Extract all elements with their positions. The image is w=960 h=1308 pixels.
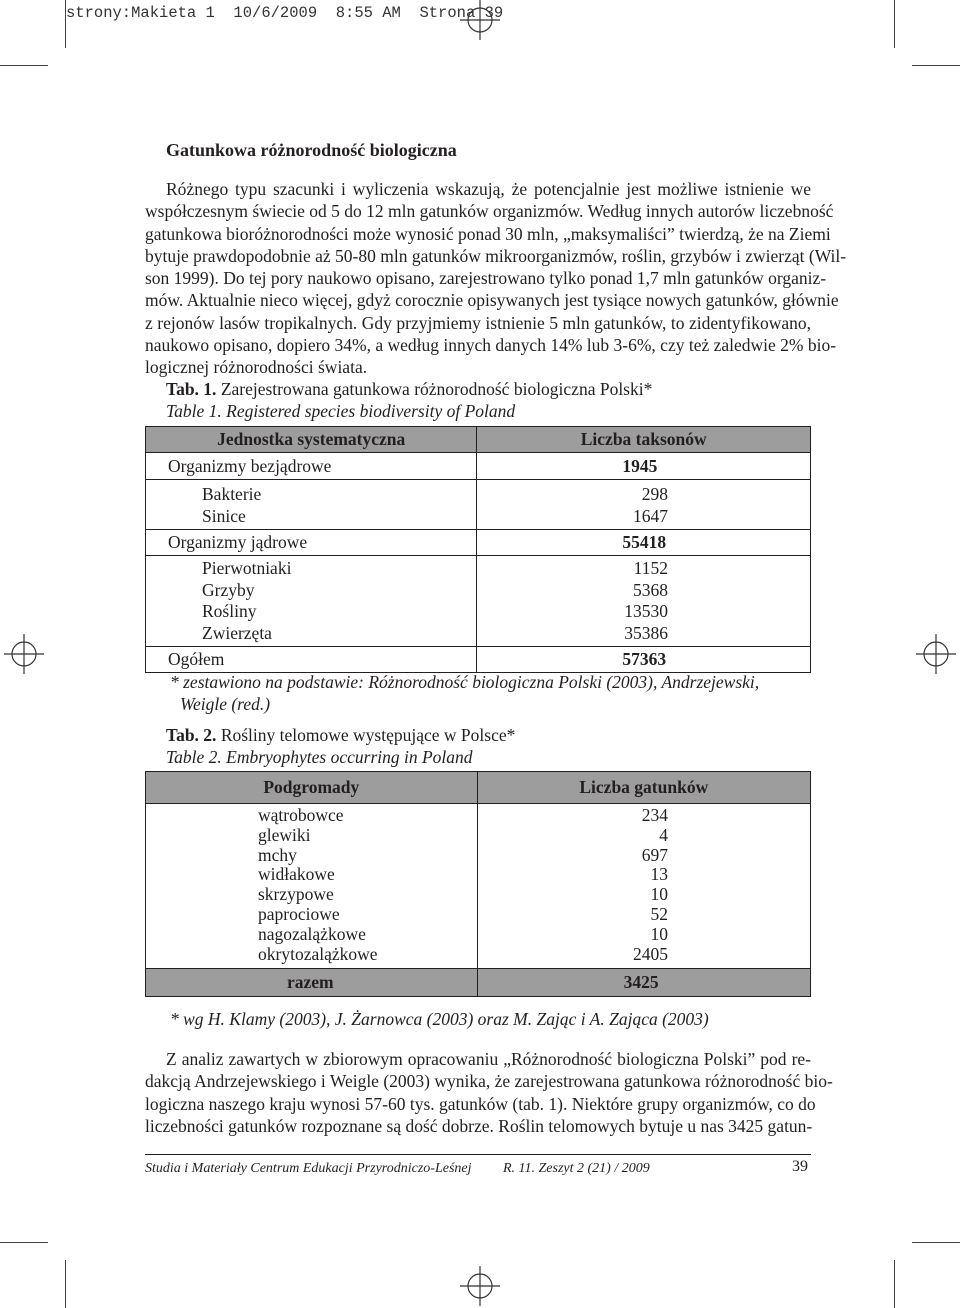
table1	[145, 426, 811, 673]
table2-caption	[166, 724, 515, 746]
section-title: Gatunkowa różnorodność biologiczna	[166, 140, 457, 160]
crop-mark-bottom-right	[894, 1260, 895, 1308]
group-value-cell: 55418	[477, 530, 811, 556]
item-name-cell: glewiki	[258, 824, 311, 845]
item-value-cell: 13	[650, 864, 668, 885]
item-value-cell: 1152	[633, 558, 668, 578]
total-value-cell: 3425	[477, 969, 810, 997]
registration-mark-left-icon	[4, 634, 44, 674]
table-row	[146, 556, 811, 647]
footnote-line: * zestawiono na podstawie: Różnorodność biologiczna Polski (2003), Andrzejewski,	[170, 672, 760, 692]
group-name-cell: Organizmy bezjądrowe	[146, 453, 477, 480]
item-value-cell: 1647	[633, 505, 668, 526]
item-name-cell: nagozalążkowe	[258, 923, 366, 944]
item-value-cell: 10	[650, 884, 668, 905]
print-slug: strony:Makieta 1 10/6/2009 8:55 AM Strona 39	[66, 4, 504, 22]
item-name-cell: Rośliny	[202, 601, 257, 621]
paragraph-line: Z analiz zawartych w zbiorowym opracowaniu „Różnorodność biologiczna Polski” pod re-	[166, 1049, 811, 1069]
paragraph-line: współczesnym świecie od 5 do 12 mln gatunków organizmów. Według innych autorów liczebność	[145, 201, 834, 222]
paragraph-line: logiczna naszego kraju wynosi 57-60 tys. gatunków (tab. 1). Niektóre grupy organizmów, co do	[145, 1093, 816, 1114]
item-value-cell: 10	[650, 923, 668, 944]
crop-mark-top-right	[894, 0, 895, 48]
column-header: Jednostka systematyczna	[146, 427, 477, 453]
table1-caption	[166, 378, 652, 400]
journal-title: Studia i Materiały Centrum Edukacji Przyrodniczo-Leśnej	[145, 1161, 472, 1176]
closing-paragraph	[145, 1048, 833, 1137]
paragraph-line: son 1999). Do tej pory naukowo opisano, zarejestrowano tylko ponad 1,7 mln gatunków organiz-	[145, 268, 827, 289]
crop-mark-right-top	[912, 65, 960, 66]
intro-paragraph	[145, 178, 847, 379]
item-name-cell: okrytozalążkowe	[258, 943, 378, 964]
footer-rule	[145, 1154, 811, 1155]
item-value-cell: 697	[641, 844, 668, 865]
item-name-cell: Sinice	[202, 505, 246, 526]
group-name-cell: Organizmy jądrowe	[146, 530, 477, 556]
item-value-cell: 52	[650, 903, 668, 924]
footnote-line: Weigle (red.)	[180, 694, 271, 714]
table2-footnote: * wg H. Klamy (2003), J. Żarnowca (2003) oraz M. Zając i A. Zająca (2003)	[170, 1009, 709, 1029]
paragraph-line: mów. Aktualnie nieco więcej, gdyż corocznie opisywanych jest tysiące nowych gatunków, głównie	[145, 290, 839, 311]
paragraph-line: logicznej różnorodności świata.	[145, 357, 368, 378]
paragraph-line: gatunkowa bioróżnorodności może wynosić ponad 30 mln, „maksymaliści” twierdzą, że na Ziemi	[145, 223, 831, 244]
table1-caption-prefix: Tab. 1.	[166, 379, 217, 399]
table-row	[146, 804, 811, 969]
table1-caption-english: Table 1. Registered species biodiversity of Poland	[166, 401, 516, 421]
item-value-cell: 13530	[624, 601, 668, 621]
item-value-cell: 35386	[624, 622, 668, 643]
crop-mark-right-bottom	[912, 1242, 960, 1243]
item-name-cell: Pierwotniaki	[202, 558, 292, 578]
table-row	[146, 530, 811, 556]
paragraph-line: dakcją Andrzejewskiego i Weigle (2003) wynika, że zarejestrowana gatunkowa różnorodność bio-	[145, 1071, 833, 1092]
total-value-cell: 57363	[477, 647, 811, 673]
item-name-cell: Grzyby	[202, 579, 255, 600]
total-name-cell: razem	[146, 969, 478, 997]
table-row	[146, 480, 811, 530]
paragraph-line: bytuje prawdopodobnie aż 50-80 mln gatunków mikroorganizmów, roślin, grzybów i zwierząt (Wil-	[145, 245, 847, 266]
crop-mark-bottom-left	[65, 1260, 66, 1308]
column-header: Liczba taksonów	[477, 427, 811, 453]
column-header: Liczba gatunków	[477, 772, 810, 804]
table-row	[146, 453, 811, 480]
crop-mark-left-bottom	[0, 1242, 48, 1243]
table-header-row	[146, 772, 811, 804]
paragraph-line: naukowo opisano, dopiero 34%, a według innych danych 14% lub 3-6%, czy też zaledwie 2% bio-	[145, 335, 837, 356]
registration-mark-right-icon	[916, 634, 956, 674]
total-name-cell: Ogółem	[146, 647, 477, 673]
crop-mark-top-left	[65, 0, 66, 48]
column-header: Podgromady	[146, 772, 478, 804]
table-total-row	[146, 647, 811, 673]
item-value-cell: 298	[641, 484, 668, 504]
paragraph-line: z rejonów lasów tropikalnych. Gdy przyjmiemy istnienie 5 mln gatunków, to zidentyfikowano,	[145, 312, 811, 333]
item-value-cell: 4	[659, 824, 668, 845]
item-name-cell: widłakowe	[258, 864, 335, 885]
page-number: 39	[792, 1158, 808, 1175]
item-value-cell: 5368	[633, 579, 668, 600]
item-name-cell: paprociowe	[258, 903, 340, 924]
crop-mark-left-top	[0, 65, 48, 66]
group-value-cell: 1945	[477, 453, 811, 480]
table2	[145, 771, 811, 997]
journal-issue: R. 11. Zeszyt 2 (21) / 2009	[503, 1161, 650, 1176]
table2-caption-prefix: Tab. 2.	[166, 725, 217, 745]
registration-mark-top-icon	[460, 0, 500, 40]
item-name-cell: wątrobowce	[258, 805, 344, 825]
item-name-cell: Zwierzęta	[202, 622, 272, 643]
table-header-row	[146, 427, 811, 453]
item-name-cell: Bakterie	[202, 484, 262, 504]
table1-caption-text: Zarejestrowana gatunkowa różnorodność biologiczna Polski*	[216, 379, 653, 399]
item-name-cell: skrzypowe	[258, 884, 334, 905]
paragraph-line: Różnego typu szacunki i wyliczenia wskazują, że potencjalnie jest możliwe istnienie we	[166, 179, 811, 199]
table1-footnote	[170, 671, 759, 715]
registration-mark-bottom-icon	[460, 1266, 500, 1306]
paragraph-line: liczebności gatunków rozpoznane są dość dobrze. Roślin telomowych bytuje u nas 3425 gatun-	[145, 1115, 813, 1136]
table2-caption-english: Table 2. Embryophytes occurring in Poland	[166, 747, 473, 767]
table2-caption-text: Rośliny telomowe występujące w Polsce*	[216, 725, 516, 745]
footer-journal	[145, 1161, 650, 1177]
item-value-cell: 234	[641, 805, 668, 825]
item-value-cell: 2405	[633, 943, 668, 964]
item-name-cell: mchy	[258, 844, 297, 865]
table-total-row	[146, 969, 811, 997]
